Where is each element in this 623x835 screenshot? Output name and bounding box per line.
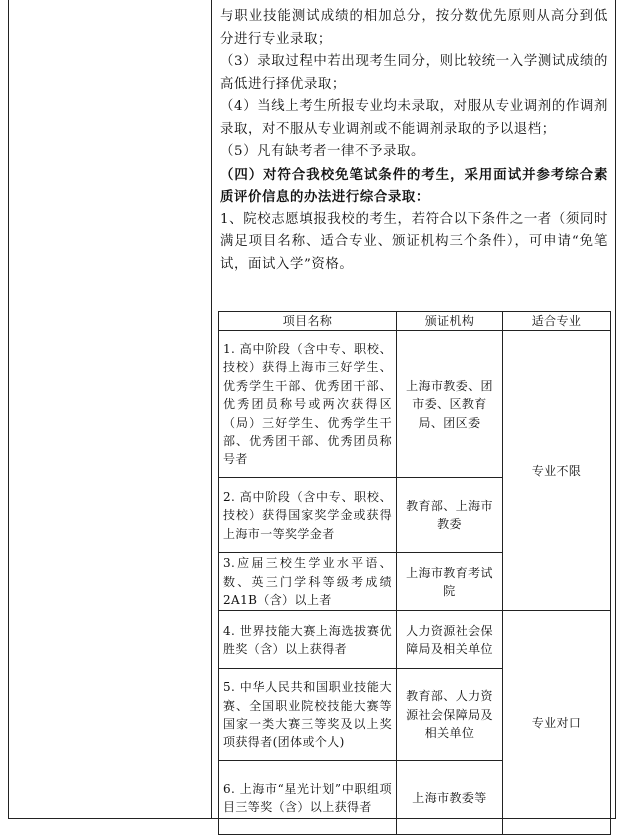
paragraph-rule-5: （5）凡有缺考者一律不予录取。 <box>220 144 425 159</box>
exemption-criteria-table <box>218 311 611 835</box>
issuing-body: 教育部、上海市教委 <box>397 478 503 553</box>
table-row <box>219 331 611 478</box>
criteria-item: 1. 高中阶段（含中专、职校、技校）获得上海市三好学生、优秀学生干部、优秀团干部、优秀团员称号或两次获得区（局）三好学生、优秀学生干部、优秀团干部、优秀团员称号者 <box>219 331 397 478</box>
paragraph-rule-3: （3）录取过程中若出现考生同分，则比较统一入学测试成绩的高低进行择优录取； <box>220 54 608 92</box>
criteria-item: 2. 高中阶段（含中专、职校、技校）获得国家奖学金或获得上海市一等奖学金者 <box>219 478 397 553</box>
column-divider <box>211 0 212 818</box>
major-scope: 专业不限 <box>503 331 611 611</box>
content-cell <box>220 6 608 276</box>
issuing-body: 上海市教育考试院 <box>397 553 503 611</box>
criteria-item: 6. 上海市“星光计划”中职组项目三等奖（含）以上获得者 <box>219 761 397 835</box>
criteria-item: 5. 中华人民共和国职业技能大赛、全国职业院校技能大赛等国家一类大赛三等奖及以上奖项获得者(团体或个人) <box>219 669 397 761</box>
section-heading: （四）对符合我校免笔试条件的考生，采用面试并参考综合素质评价信息的办法进行综合录取： <box>220 166 608 205</box>
criteria-item: 3.应届三校生学业水平语、数、英三门学科等级考成绩2A1B（含）以上者 <box>219 553 397 611</box>
issuing-body: 教育部、人力资源社会保障局及相关单位 <box>397 669 503 761</box>
table-row <box>219 611 611 669</box>
criteria-item: 4. 世界技能大赛上海选拔赛优胜奖（含）以上获得者 <box>219 611 397 669</box>
issuing-body: 人力资源社会保障局及相关单位 <box>397 611 503 669</box>
paragraph-rule-4: （4）当线上考生所报专业均未录取，对服从专业调剂的作调剂录取，对不服从专业调剂或不能调剂录取的予以退档； <box>220 99 608 137</box>
header-major: 适合专业 <box>503 312 611 331</box>
header-item-name: 项目名称 <box>219 312 397 331</box>
intro-paragraph: 1、院校志愿填报我校的考生，若符合以下条件之一者（须同时满足项目名称、适合专业、颁证机构三个条件），可申请“免笔试，面试入学”资格。 <box>220 211 608 272</box>
issuing-body: 上海市教委等 <box>397 761 503 835</box>
major-scope: 专业对口 <box>503 611 611 835</box>
table-header-row <box>219 312 611 331</box>
issuing-body: 上海市教委、团市委、区教育局、团区委 <box>397 331 503 478</box>
header-issuer: 颁证机构 <box>397 312 503 331</box>
paragraph-continuation: 与职业技能测试成绩的相加总分，按分数优先原则从高分到低分进行专业录取； <box>220 9 608 47</box>
